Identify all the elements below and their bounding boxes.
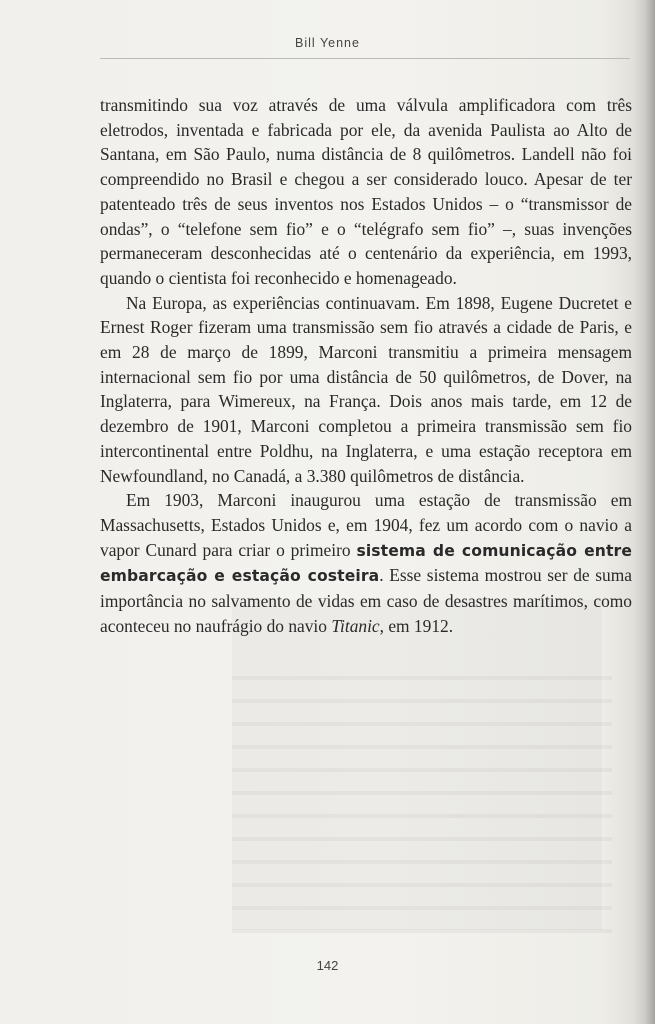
- show-through-text-lines: [232, 658, 612, 948]
- text-segment: transmitindo sua voz através de uma válvula amplificadora com três eletrodos, inventada e fabricada por ele, da avenida Paulista ao Alto de Santana, em São Paulo, numa distância de 8 quilômetros. Landell não foi compreendido no Brasil e chegou a ser considerado louco. Apesar de ter patenteado três de seus inventos nos Estados Unidos – o “transmissor de ondas”, o “telefone sem fio” e o “telégrafo sem fio” –, suas invenções permaneceram desconhecidas até o centenário da experiência, em 1993, quando o cientista foi reconhecido e homenageado.: [100, 95, 632, 288]
- paragraph-1: [100, 93, 632, 291]
- paragraph-2: [100, 291, 632, 489]
- paragraph-3: [100, 488, 632, 638]
- running-head: Bill Yenne: [295, 36, 360, 50]
- text-segment: Em 1903, Marconi inaugurou uma estação de transmissão em Massachusetts, Estados Unidos e, em 1904, fez um acordo com o navio a vapor Cunard para criar o primeiro: [100, 490, 632, 560]
- text-segment: . Esse sistema mostrou ser de suma importância no salvamento de vidas em caso de desastres marítimos, como aconteceu no naufrágio do navio: [100, 565, 632, 636]
- bold-term: sistema de comunicação entre embarcação e estação costeira: [100, 541, 632, 586]
- header-rule: [100, 58, 630, 59]
- text-segment: , em 1912.: [379, 615, 454, 636]
- body-text: [100, 93, 632, 638]
- italic-ship-name: Titanic: [331, 615, 380, 636]
- page-number: 142: [316, 958, 339, 973]
- binding-shadow: [633, 0, 655, 1024]
- text-segment: Na Europa, as experiências continuavam. Em 1898, Eugene Ducretet e Ernest Roger fizeram uma transmissão sem fio através a cidade de Paris, e em 28 de março de 1899, Marconi transmitiu a primeira mensagem internacional sem fio por uma distância de 50 quilômetros, de Dover, na Inglaterra, para Wimereux, na França. Dois anos mais tarde, em 12 de dezembro de 1901, Marconi completou a primeira transmissão sem fio intercontinental entre Poldhu, na Inglaterra, e uma estação receptora em Newfoundland, no Canadá, a 3.380 quilômetros de distância.: [100, 292, 632, 486]
